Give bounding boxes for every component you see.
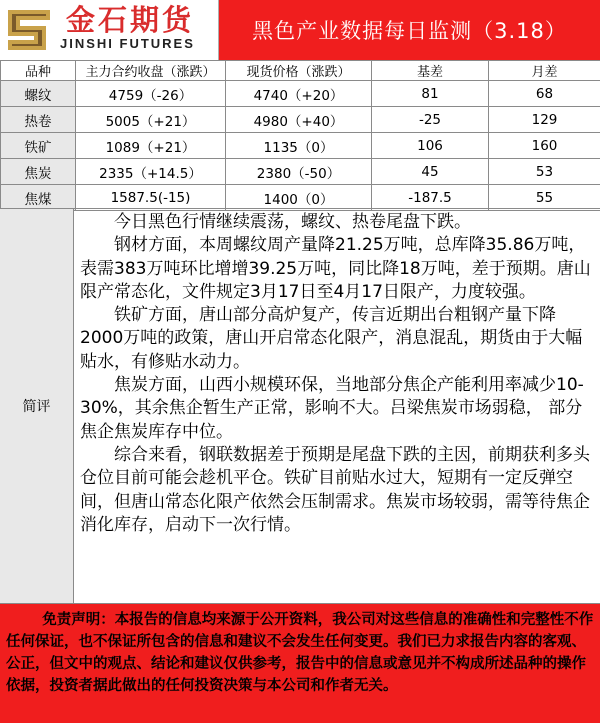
- row-main-contract: 5005（+21）: [76, 107, 226, 133]
- review-body: [80, 211, 592, 537]
- review-paragraph: 焦炭方面，山西小规模环保，当地部分焦企产能利用率减少10-30%，其余焦企暂生产正常，影响不大。吕梁焦炭市场弱稳， 部分焦企焦炭库存中位。: [80, 375, 584, 442]
- row-spot-price: 4980（+40）: [226, 107, 372, 133]
- row-main-contract: 1587.5(-15): [76, 185, 226, 211]
- row-spot-price: 1400（0）: [226, 185, 372, 211]
- disclaimer-text: 免责声明：本报告的信息均来源于公开资料，我公司对这些信息的准确性和完整性不作任何保证，也不保证所包含的信息和建议不会发生任何变更。我们已力求报告内容的客观、公正，但文中的观点、结论和建议仅供参考，报告中的信息或意见并不构成所述品种的操作依据，投资者据此做出的任何投资决策与本公司和作者无关。: [6, 612, 594, 694]
- company-logo: [0, 0, 219, 60]
- row-spot-price: 1135（0）: [226, 133, 372, 159]
- row-main-contract: 4759（-26）: [76, 81, 226, 107]
- row-basis: -25: [372, 107, 489, 133]
- row-spot-price: 4740（+20）: [226, 81, 372, 107]
- table-row: [1, 107, 600, 133]
- table-row: [1, 133, 600, 159]
- data-table: [0, 60, 600, 211]
- header-spot-price: 现货价格（涨跌）: [226, 61, 372, 81]
- row-variety: 热卷: [1, 107, 76, 133]
- review-paragraph: 今日黑色行情继续震荡，螺纹、热卷尾盘下跌。: [114, 212, 471, 232]
- header-basis: 基差: [372, 61, 489, 81]
- header-month-spread: 月差: [489, 61, 600, 81]
- report-header: [0, 0, 600, 60]
- row-month-spread: 55: [489, 185, 600, 211]
- table-row: [1, 159, 600, 185]
- table-row: [1, 185, 600, 211]
- disclaimer-box: [0, 604, 600, 723]
- row-basis: 81: [372, 81, 489, 107]
- row-variety: 焦煤: [1, 185, 76, 211]
- table-header-row: [1, 61, 600, 81]
- logo-english-text: JINSHI FUTURES: [60, 36, 195, 51]
- row-basis: 106: [372, 133, 489, 159]
- review-section: [0, 208, 600, 604]
- row-variety: 螺纹: [1, 81, 76, 107]
- row-main-contract: 2335（+14.5）: [76, 159, 226, 185]
- row-basis: -187.5: [372, 185, 489, 211]
- row-variety: 焦炭: [1, 159, 76, 185]
- row-spot-price: 2380（-50）: [226, 159, 372, 185]
- review-paragraph: 钢材方面，本周螺纹周产量降21.25万吨，总库降35.86万吨，表需383万吨环比增增39.25万吨，同比降18万吨，差于预期。唐山限产常态化，文件规定3月17日至4月17日限产，力度较强。: [80, 235, 591, 302]
- review-paragraph: 综合来看，钢联数据差于预期是尾盘下跌的主因，前期获利多头仓位目前可能会趁机平仓。铁矿目前贴水过大，短期有一定反弹空间，但唐山常态化限产依然会压制需求。焦炭市场较弱，需等待焦企消化库存，启动下一次行情。: [80, 444, 590, 535]
- report-title: 黑色产业数据每日监测（3.18）: [219, 0, 600, 60]
- table-row: [1, 81, 600, 107]
- review-label: 简评: [0, 209, 74, 603]
- logo-chinese-text: 金石期货: [66, 3, 195, 37]
- row-month-spread: 129: [489, 107, 600, 133]
- review-paragraph: 铁矿方面，唐山部分高炉复产，传言近期出台粗钢产量下降2000万吨的政策，唐山开启常态化限产，消息混乱，期货由于大幅贴水，有修贴水动力。: [80, 305, 583, 372]
- row-month-spread: 53: [489, 159, 600, 185]
- header-main-contract: 主力合约收盘（涨跌）: [76, 61, 226, 81]
- row-main-contract: 1089（+21）: [76, 133, 226, 159]
- row-month-spread: 68: [489, 81, 600, 107]
- row-variety: 铁矿: [1, 133, 76, 159]
- jinshi-logo-icon: [4, 4, 54, 54]
- row-month-spread: 160: [489, 133, 600, 159]
- header-variety: 品种: [1, 61, 76, 81]
- row-basis: 45: [372, 159, 489, 185]
